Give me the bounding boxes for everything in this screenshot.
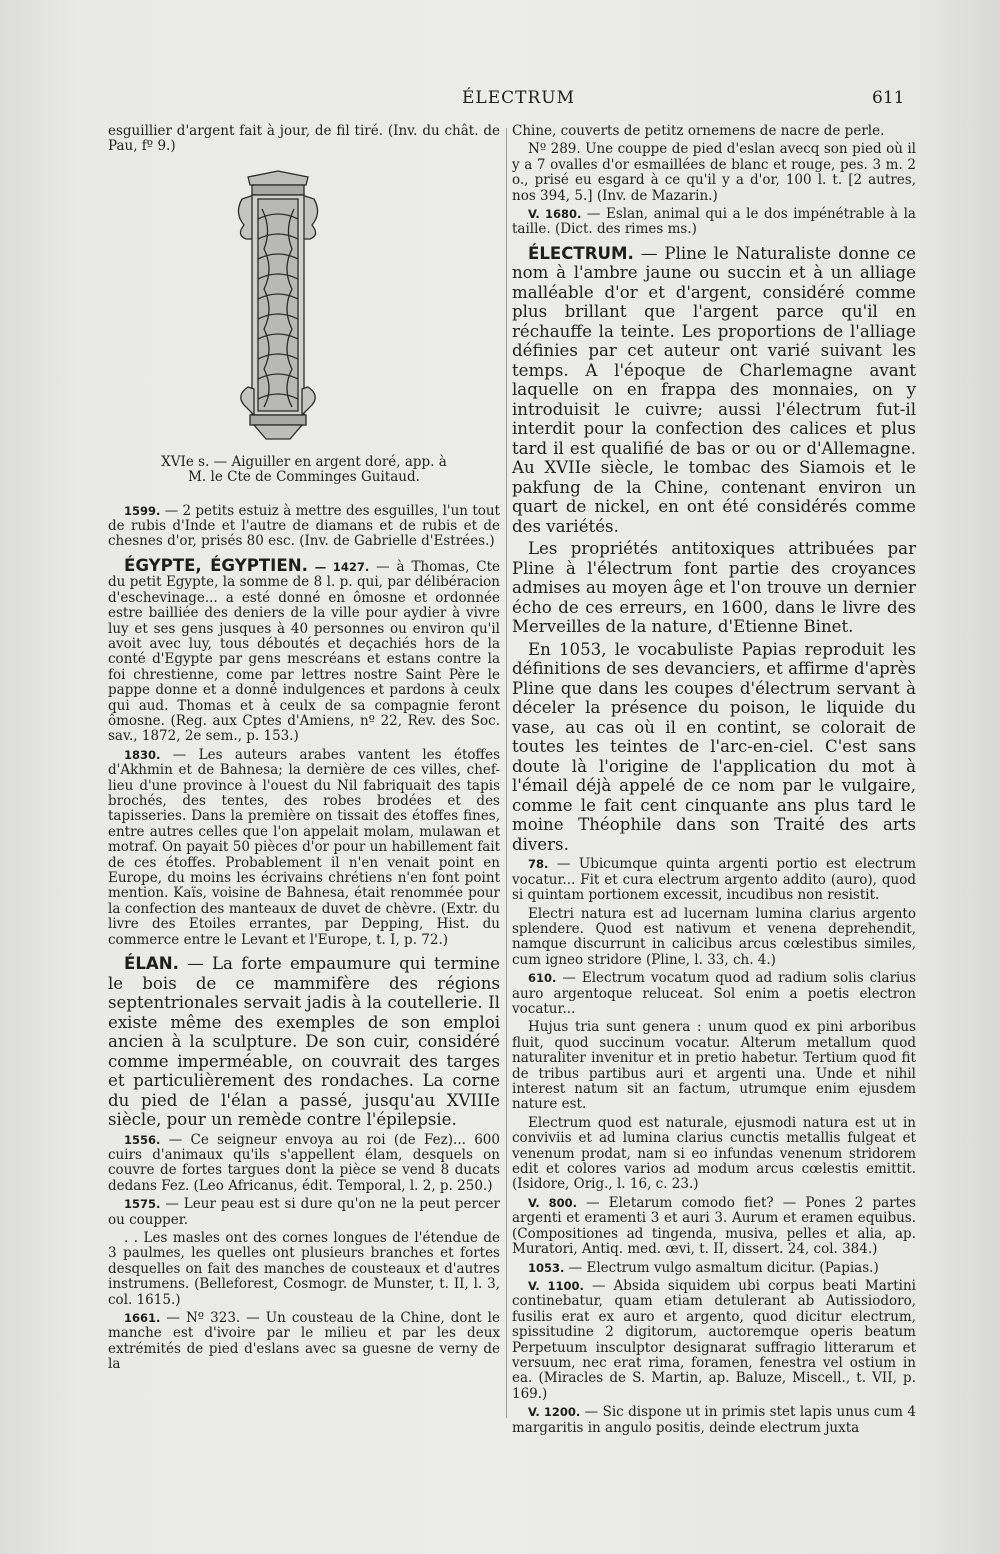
needle-case-engraving-icon [228, 169, 328, 443]
page-number: 611 [872, 88, 905, 108]
entry: ÉLECTRUM. — Pline le Naturaliste donne ce nom à l'ambre jaune ou succin et à un alliage malléable d'or et d'argent, considéré comme plus brillant que l'argent parce qu'il en réchauffe la teinte. Les proportions de l'alliage définies par cet auteur ont varié suivant les temps. A l'époque de Charlemagne avant laquelle on en frappa des monnaies, on y introduisit le cuivre; aussi l'électrum fut-il interdit pour la confection des calices et plus tard il est qualifié de bas or ou or d'Allemagne. Au XVIIe siècle, le tombac des Siamois et le pakfung de la Chine, contenant environ un quart de nickel, en ont été considérés comme des variétés. [512, 243, 916, 536]
entry: 1599. — 2 petits estuiz à mettre des esguilles, l'un tout de rubis d'Inde et l'autre de diamans et de rubis et de chesnes d'or, prisés 80 esc. (Inv. de Gabrielle d'Estrées.) [108, 502, 500, 550]
paragraph: Hujus tria sunt genera : unum quod ex pini arboribus fluit, quod succinum vocatur. Alterum metallum quod naturaliter invenitur et in pretio habetur. Tertium quod fit de tribus partibus auri et argenti una. Unde et nihil interest natum sit an factum, utrumque enim ejusdem nature est. [512, 1019, 916, 1113]
entry: V. 1680. — Eslan, animal qui a le dos impénétrable à la taille. (Dict. des rimes ms.) [512, 206, 916, 238]
paragraph: . . Les masles ont des cornes longues de l'étendue de 3 paulmes, les quelles ont plusieurs branches et fortes desquelles on fait des manches de cousteaux et d'autres instrumens. (Belleforest, Cosmogr. de Munster, t. II, l. 3, col. 1615.) [108, 1230, 500, 1308]
entry: 1661. — Nº 323. — Un cousteau de la Chine, dont le manche est d'ivoire par le milieu et par les deux extrémités de pied d'eslans avec sa guesne de verny de la [108, 1310, 500, 1373]
entry: 1830. — Les auteurs arabes vantent les étoffes d'Akhmin et de Bahnesa; la dernière de ces villes, chef-lieu d'une province à l'ouest du Nil fabriquait des tapis brochés, des tentes, des robes brodées et des tapisseries. Dans la première on tissait des étoffes fines, entre autres celles que l'on appelait molam, mulawan et motraf. On payait 50 pièces d'or pour un habillement fait de ces étoffes. Probablement il n'en venait point en Europe, du moins les écrivains chrétiens n'en font point mention. Kaïs, voisine de Bahnesa, était renommée pour la confection des manteaux de duvet de chèvre. (Extr. du livre des Etoiles errantes, par Depping, Hist. du commerce entre le Levant et l'Europe, t. I, p. 72.) [108, 746, 500, 948]
page-title: ÉLECTRUM [462, 88, 575, 108]
entry: 610. — Electrum vocatum quod ad radium solis clarius auro argentoque reluceat. Sol enim a poetis electron vocatur... [512, 970, 916, 1017]
entry: 78. — Ubicumque quinta argenti portio est electrum vocatur... Fit et cura electrum argento addito (auro), quod si quintam portionem excessit, incudibus non resistit. [512, 856, 916, 904]
entry: ÉLAN. — La forte empaumure qui termine le bois de ce mammifère des régions septentrionales servait jadis à la coutellerie. Il existe même des exemples de son emploi ancien à la sculpture. De son cuir, considéré comme imperméable, on couvrait des targes et particulièrement des rondaches. La corne du pied de l'élan a passé, jusqu'au XVIIIe siècle, pour un remède contre l'épilepsie. [108, 954, 500, 1130]
paragraph: Nº 289. Une couppe de pied d'eslan avecq son pied où il y a 7 ovalles d'or esmaillées de blanc et rouge, pes. 3 m. 2 o., prisé eu esgard à ce qu'il y a d'or, 100 l. t. [2 autres, nos 394, 5.] (Inv. de Mazarin.) [512, 141, 916, 204]
paragraph: Les propriétés antitoxiques attribuées par Pline à l'électrum font partie des croyances admises au moyen âge et l'on trouve un dernier écho de ces erreurs, en 1600, dans le livre des Merveilles de la nature, d'Etienne Binet. [512, 539, 916, 637]
needle-case-illustration [108, 169, 500, 447]
running-header [0, 88, 1000, 112]
entry: 1053. — Electrum vulgo asmaltum dicitur. (Papias.) [528, 1259, 879, 1276]
entry: 1575. — Leur peau est si dure qu'on ne la peut percer ou coupper. [108, 1196, 500, 1228]
paragraph: Electri natura est ad lucernam lumina clarius argento splendere. Quod est nativum et venena deprehendit, namque discurrunt in calicibus arcus cœlestibus similes, cum igneo stridore (Pline, l. 33, ch. 4.) [512, 905, 916, 968]
entry: V. 1200. — Sic dispone ut in primis stet lapis unus cum 4 margaritis in angulo positis, deinde electrum juxta [512, 1404, 916, 1436]
entry: V. 1100. — Absida siquidem ubi corpus beati Martini continebatur, quam etiam detulerant ab Autissiodoro, fusilis erat ex auro et argento, quod dicitur electrum, spissitudine 2 digitorum, auctoremque operis beatum Perpetuum insculptor designarat suffragio litterarum et versuum, nec erat rima, foramen, fenestra vel ostium in ea. (Miracles de S. Martin, ap. Baluze, Miscell., t. VII, p. 169.) [512, 1277, 917, 1402]
paragraph: Chine, couverts de petitz ornemens de nacre de perle. [512, 123, 885, 139]
column-divider [506, 128, 507, 1418]
left-column [108, 124, 500, 1376]
paragraph: En 1053, le vocabuliste Papias reproduit les définitions de ses devanciers, et affirme d'après Pline que dans les coupes d'électrum servant à déceler la présence du poison, le liquide du vase, au cas où il en contint, se colorait de toutes les teintes de l'arc-en-ciel. C'est sans doute là l'origine de l'application du mot à l'émail déjà appelé de ce nom par le vulgaire, comme le fait cent cinquante ans plus tard le moine Théophile dans son Traité des arts divers. [512, 639, 916, 854]
paragraph: esguillier d'argent fait à jour, de fil tiré. (Inv. du chât. de Pau, fº 9.) [108, 123, 500, 155]
right-column [512, 124, 916, 1439]
figure-caption: XVIe s. — Aiguiller en argent doré, app. à M. le Cte de Comminges Guitaud. [161, 453, 447, 486]
paragraph: Electrum quod est naturale, ejusmodi natura est ut in conviviis et ad lumina clarius cunctis metallis fulgeat et venenum prodat, nam si eo infundas venenum stridorem edit et colores varios ad modum arcus cœlestis emittit. (Isidore, Orig., l. 16, c. 23.) [512, 1114, 916, 1193]
entry: 1556. — Ce seigneur envoya au roi (de Fez)... 600 cuirs d'animaux qu'ils s'appellent élam, desquels on couvre de fortes targues dont la pièce se vend 8 ducats dedans Fez. (Leo Africanus, édit. Temporal, l. 2, p. 250.) [108, 1131, 500, 1194]
entry: V. 800. — Eletarum comodo fiet? — Pones 2 partes argenti et eramenti 3 et auri 3. Aurum et eramen equibus. (Compositiones ad tingenda, musiva, pelles et alia, ap. Muratori, Antiq. med. œvi, t. II, dissert. 24, col. 384.) [512, 1194, 916, 1258]
entry: ÉGYPTE, ÉGYPTIEN. — 1427. — à Thomas, Cte du petit Egypte, la somme de 8 l. p. qui, par délibéracion d'eschevinage... a esté donné en ômosne et ordonnée estre bailliée des deniers de la ville pour aydier à vivre luy et ses gens jusques à 40 personnes ou environ qu'il avoit avec luy, tous déboutés et deçachiés hors de la conté d'Egypte par gens mescréans et estans contre la foi chrestienne, come par lettres nostre Saint Père le pappe donne et a donné indulgences et pardons à ceulx qui aud. Thomas et à ceulx de sa compagnie feront ômosne. (Reg. aux Cptes d'Amiens, nº 22, Rev. des Soc. sav., 1872, 2e sem., p. 153.) [108, 555, 500, 745]
